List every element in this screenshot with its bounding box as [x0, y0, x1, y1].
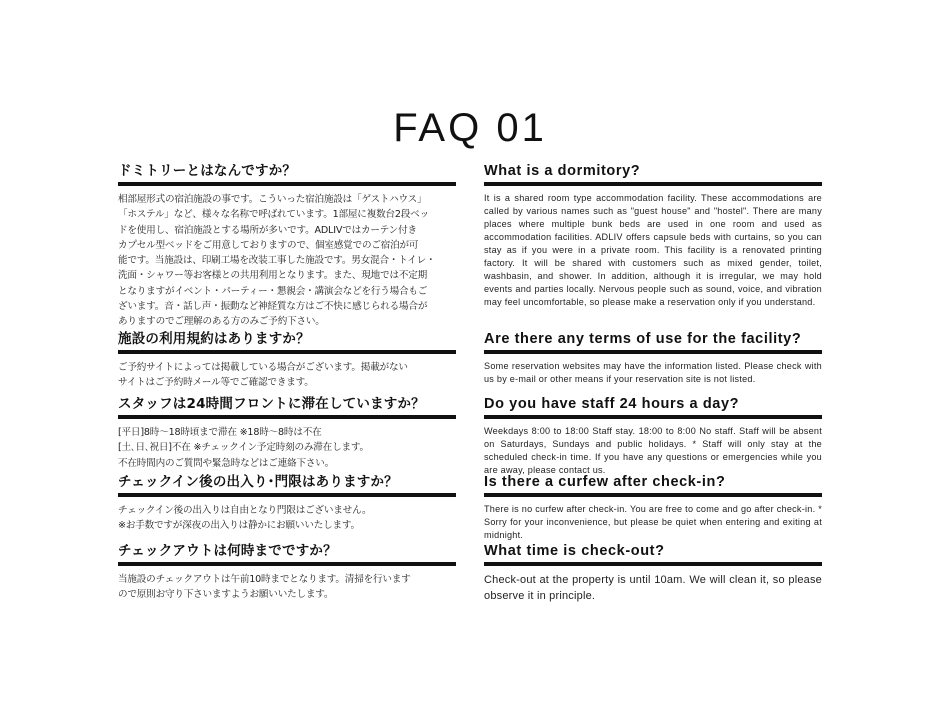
faq-item-terms-ja	[118, 330, 456, 391]
faq-answer: Some reservation websites may have the information listed. Please check with us by e-mail or other means if your reservation site is not listed.	[484, 361, 822, 384]
faq-question: ドミトリーとはなんですか？	[118, 162, 456, 186]
faq-item-staff-ja	[118, 395, 456, 471]
faq-answer: Check-out at the property is until 10am. We will clean it, so please observe it in principle.	[484, 574, 822, 602]
faq-item-dormitory-ja	[118, 162, 456, 330]
faq-question: Are there any terms of use for the facility?	[484, 330, 822, 354]
faq-question: チェックイン後の出入り･門限はありますか？	[118, 473, 456, 497]
faq-answer: チェックイン後の出入りは自由となり門限はございません。 ※お手数ですが深夜の出入りは静かにお願いいたします。	[118, 505, 372, 532]
faq-question: 施設の利用規約はありますか？	[118, 330, 456, 354]
faq-answer: ご予約サイトによっては掲載している場合がございます。掲載がない サイトはご予約時メール等でご確認できます。	[118, 362, 408, 389]
faq-item-terms-en	[484, 330, 822, 386]
faq-answer: 相部屋形式の宿泊施設の事です。こういった宿泊施設は「ゲストハウス」 「ホステル」など、様々な名称で呼ばれています。1部屋に複数台2段ベッ ドを使用し、宿泊施設とする場所が多いです。ADLIVではカーテン付き カプセル型ベッドをご用意しておりますので、個室感覚でのご宿泊が可 能です。当施設は、印刷工場を改装工事した施設です。男女混合・トイレ・ 洗面・シャワー等お客様との共用利用となります。また、現地では不定期 となりますがイベント・パーティー・懇親会・講演会などを行う場合もご ざいます。音・話し声・振動など神経質な方はご不快に感じられる場合が ありますのでご理解のある方のみご予約下さい。	[118, 194, 436, 328]
faq-answer: It is a shared room type accommodation facility. These accommodations are called by various names such as "guest house" and "hostel". There are many places where multiple bunk beds are used in one room and used as accommodation facilities. ADLIV offers capsule beds with curtains, so you can stay as if you were in a private room. This facility is a renovated printing factory. It will be shared with customers such as mixed gender, toilet, washbasin, and shower. In addition, although it is irregular, we may hold events and parties locally. Nervous people such as sound, voice, and vibration may feel uncomfortable, so please make a reservation only if you understand.	[484, 193, 822, 307]
faq-answer: [平日]8時～18時頃まで滞在 ※18時～8時は不在 [土､日､祝日]不在 ※チェックイン予定時刻のみ滞在します。 不在時間内のご質問や緊急時などはご連絡下さい。	[118, 427, 369, 469]
faq-item-checkout-en	[484, 542, 822, 604]
faq-question: What is a dormitory?	[484, 162, 822, 186]
faq-item-curfew-ja	[118, 473, 456, 534]
faq-question: Do you have staff 24 hours a day?	[484, 395, 822, 419]
page-title: FAQ 01	[393, 106, 547, 150]
faq-item-checkout-ja	[118, 542, 456, 603]
faq-answer: There is no curfew after check-in. You are free to come and go after check-in. * Sorry for your inconvenience, but please be quiet when entering and exiting at midnight.	[484, 504, 822, 540]
faq-item-staff-en	[484, 395, 822, 477]
faq-answer: 当施設のチェックアウトは午前10時までとなります。清掃を行います ので原則お守り下さいますようお願いいたします。	[118, 574, 411, 601]
faq-question: What time is check-out?	[484, 542, 822, 566]
faq-item-curfew-en	[484, 473, 822, 542]
faq-question: チェックアウトは何時までですか？	[118, 542, 456, 566]
faq-question: Is there a curfew after check-in?	[484, 473, 822, 497]
faq-answer: Weekdays 8:00 to 18:00 Staff stay. 18:00 to 8:00 No staff. Staff will be absent on Saturdays, Sundays and public holidays. * Staff will only stay at the scheduled check-in time. If you have any questions or emergencies while you are away, please contact us.	[484, 426, 822, 475]
faq-question: スタッフは24時間フロントに滞在していますか？	[118, 395, 456, 419]
faq-item-dormitory-en	[484, 162, 822, 309]
